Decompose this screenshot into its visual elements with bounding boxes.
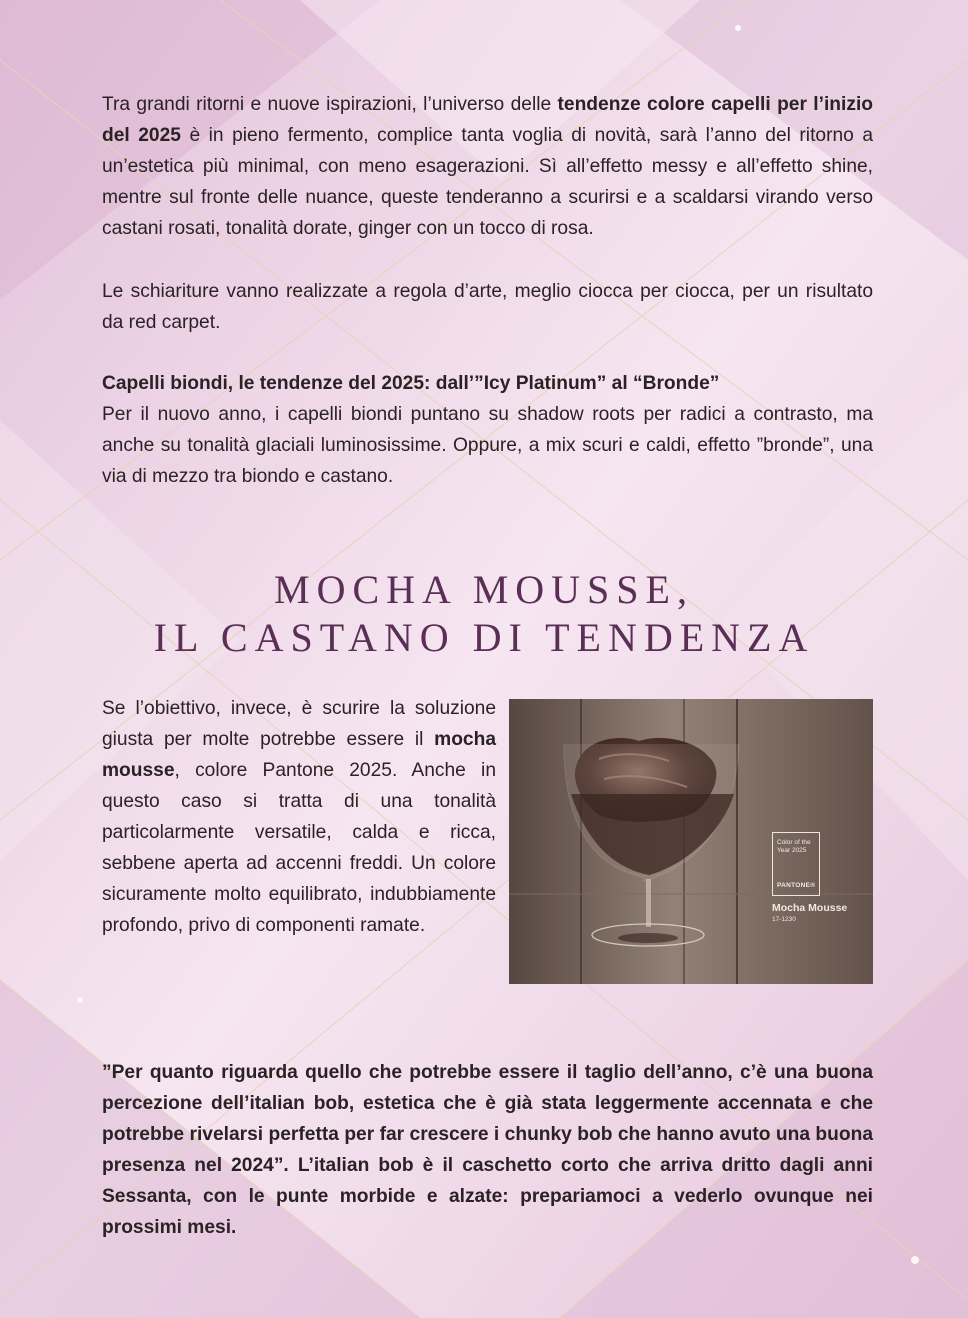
pantone-color-of-year: Color of the Year 2025 — [777, 839, 811, 854]
intro-paragraph: Tra grandi ritorni e nuove ispirazioni, l’universo delle tendenze colore capelli per l’inizio del 2025 è in pieno fermento, complice tanta voglia di novità, sarà l’anno del ritorno a un’estetica più minimal, con meno esagerazioni. Sì all’effetto messy e all’effetto shine, mentre sul fronte delle nuance, queste tenderanno a scurirsi e a scaldarsi virando verso castani rosati, tonalità dorate, ginger con un tocco di rosa. — [102, 94, 873, 239]
pantone-card — [764, 829, 864, 939]
section-title-line2: IL CASTANO DI TENDENZA — [153, 615, 815, 660]
mocha-mousse-photo — [509, 699, 873, 984]
pantone-color-name: Mocha Mousse — [772, 902, 848, 914]
pantone-brand: PANTONE® — [777, 882, 816, 889]
highlights-paragraph: Le schiariture vanno realizzate a regola d’arte, meglio ciocca per ciocca, per un risultato da red carpet. — [102, 281, 873, 333]
blonde-subheading: Capelli biondi, le tendenze del 2025: dall’”Icy Platinum” al “Bronde” — [102, 373, 720, 394]
pantone-color-code: 17-1230 — [772, 916, 796, 923]
pantone-box — [772, 832, 820, 896]
mocha-bold-phrase: mocha mousse — [102, 729, 496, 781]
section-title-line1: MOCHA MOUSSE, — [274, 567, 694, 612]
intro-bold-phrase: tendenze colore capelli per l’inizio del 2025 — [102, 94, 873, 146]
quote-paragraph: ”Per quanto riguarda quello che potrebbe essere il taglio dell’anno, c’è una buona percezione dell’italian bob, estetica che è già stata leggermente accennata e che potrebbe rivelarsi perfetta per far crescere i chunky bob che hanno avuto una buona presenza nel 2024”. L’italian bob è il caschetto corto che arriva dritto dagli anni Sessanta, con le punte morbide e alzate: prepariamoci a vederlo ovunque nei prossimi mesi. — [102, 1062, 873, 1238]
blonde-paragraph: Per il nuovo anno, i capelli biondi puntano su shadow roots per radici a contrasto, ma anche su tonalità glaciali luminosissime. Oppure, a mix scuri e caldi, effetto ”bronde”, una via di mezzo tra biondo e castano. — [102, 404, 873, 487]
mocha-paragraph: Se l’obiettivo, invece, è scurire la soluzione giusta per molte potrebbe essere il mocha mousse, colore Pantone 2025. Anche in questo caso si tratta di una tonalità particolarmente versatile, calda e ricca, sebbene aperta ad accenni freddi. Un colore sicuramente molto equilibrato, indubbiamente profondo, privo di componenti ramate. — [102, 698, 496, 936]
